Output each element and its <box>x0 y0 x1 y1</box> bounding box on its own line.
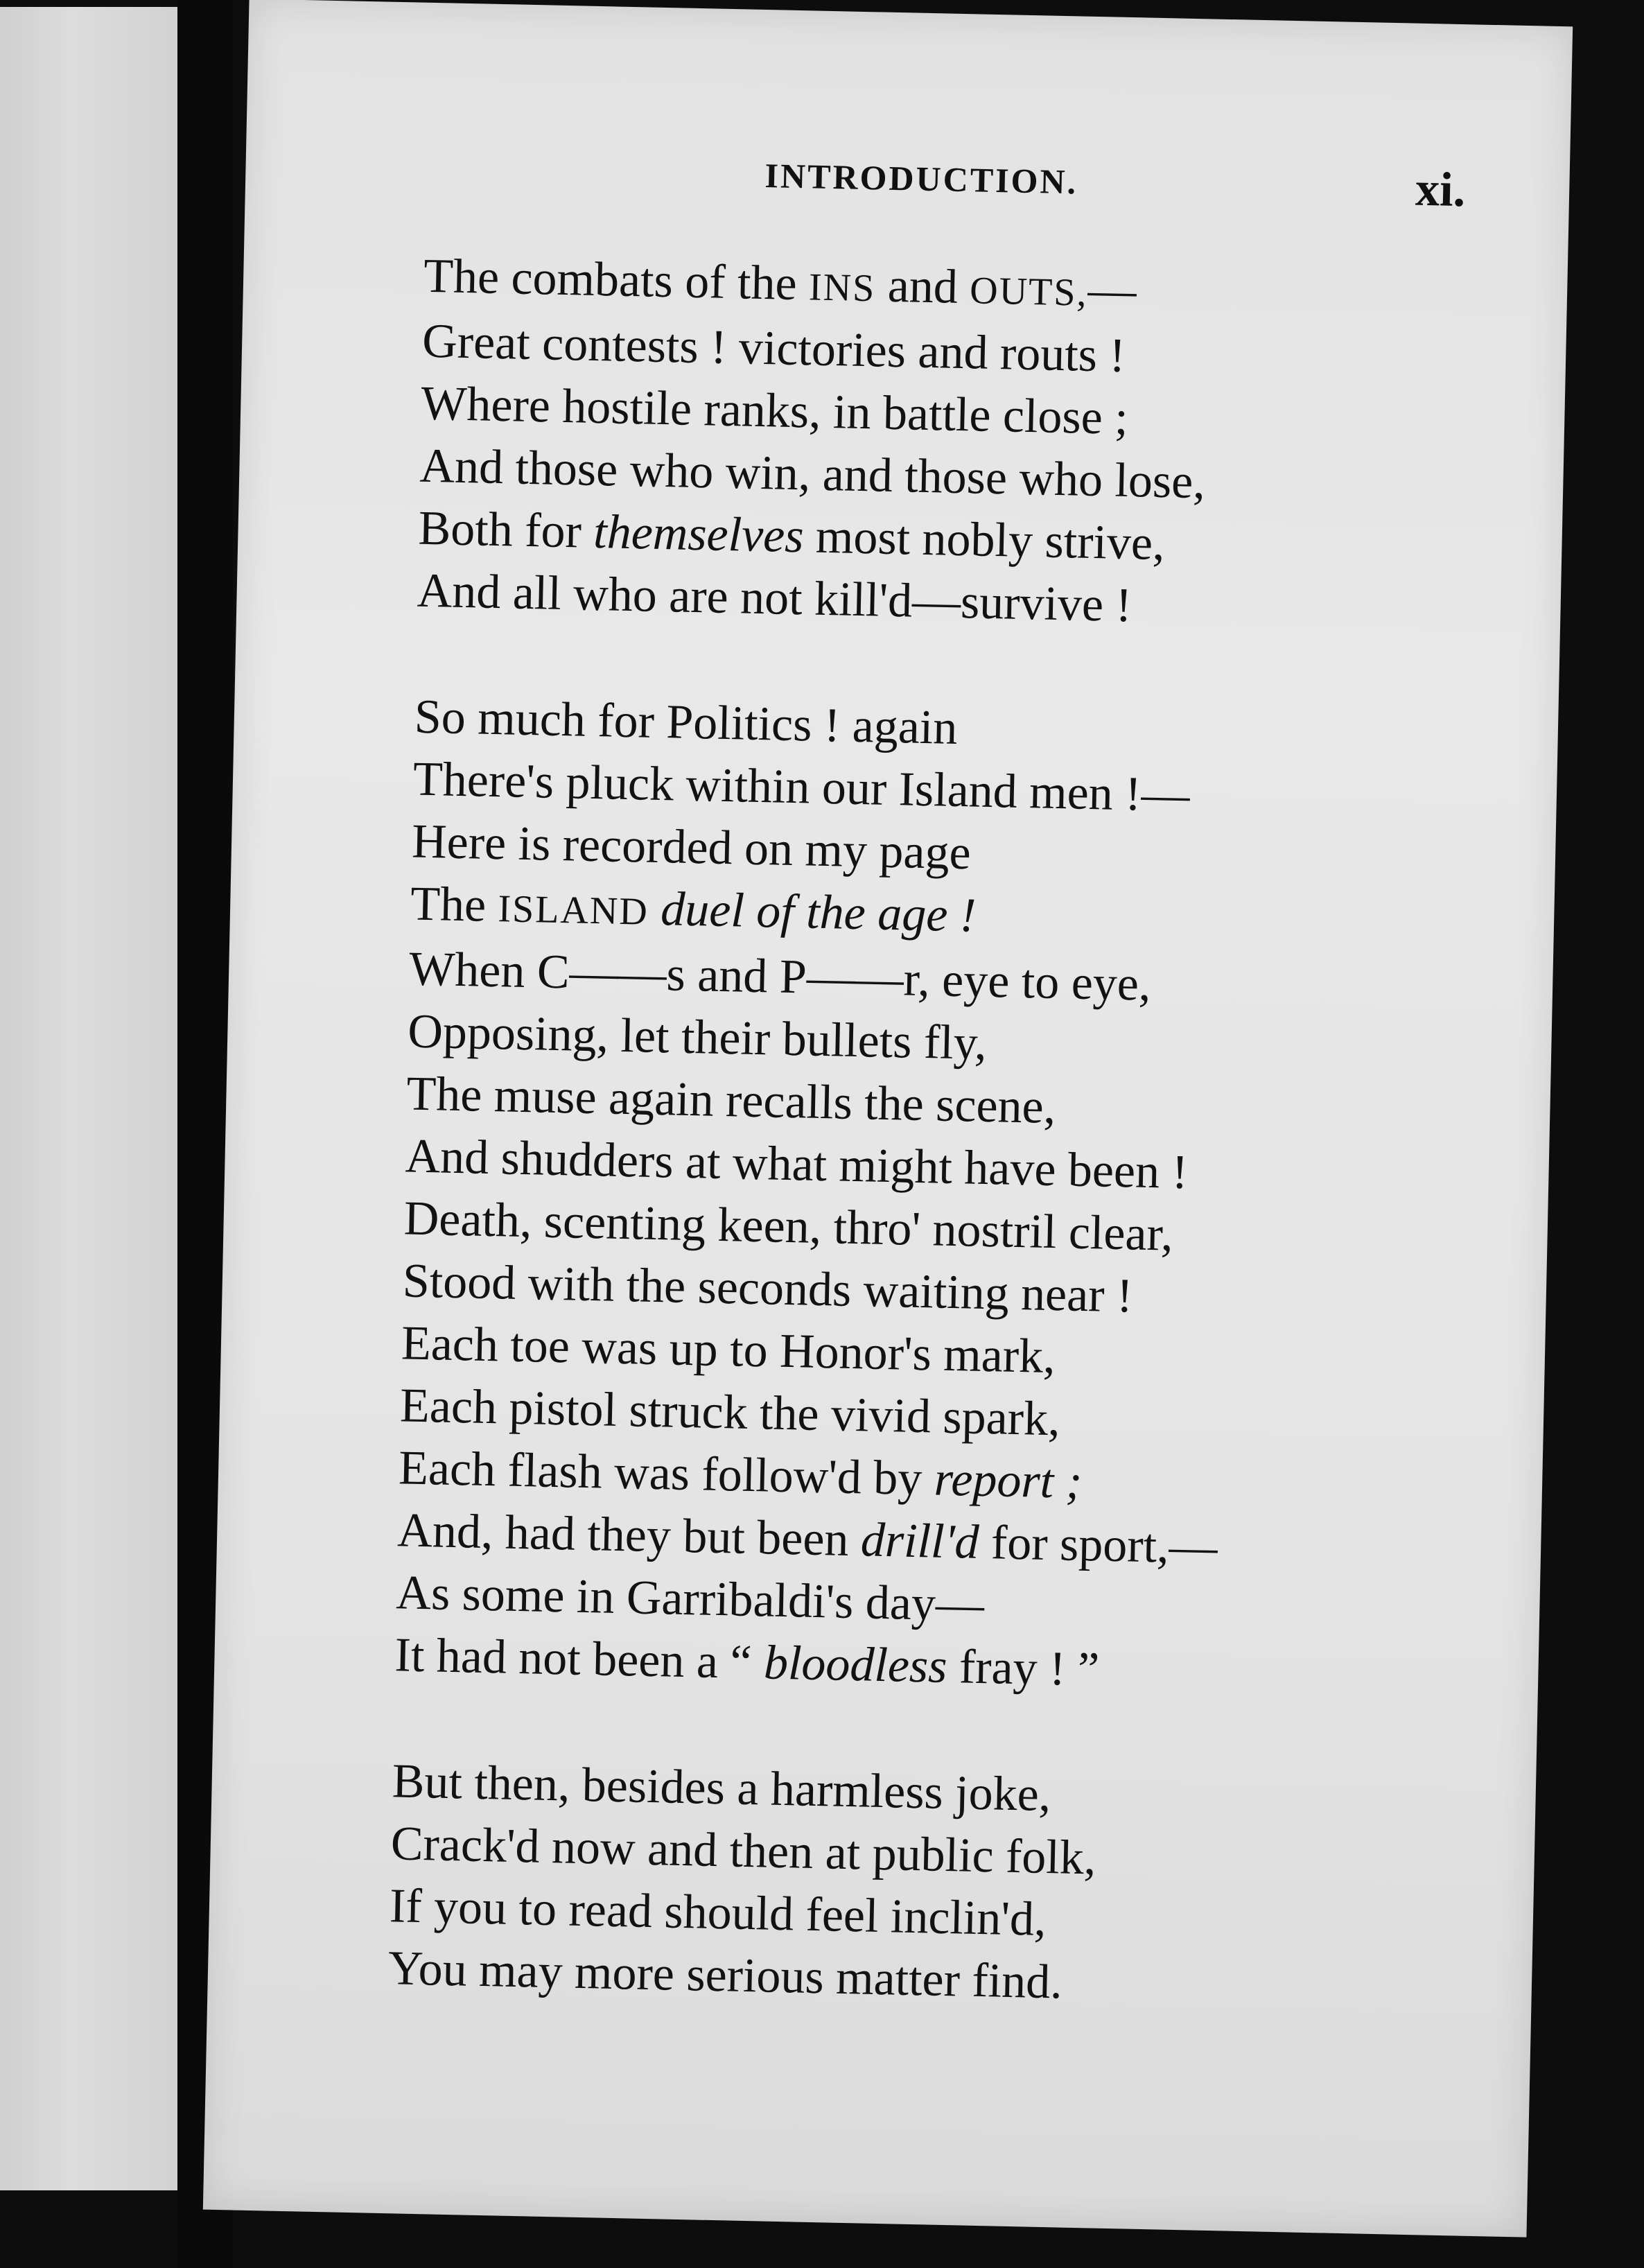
line-text: When C——s and P——r, eye to eye, <box>408 942 1152 1011</box>
line-text: The <box>410 877 499 933</box>
line-text: And all who are not kill'd—survive ! <box>416 564 1133 633</box>
line-text: and <box>875 259 971 315</box>
line-text: Stood with the seconds waiting near ! <box>402 1254 1134 1323</box>
line-text: The muse again recalls the scene, <box>405 1067 1056 1135</box>
line-text: If you to read should feel inclin'd, <box>389 1879 1047 1947</box>
line-text: As some in Garribaldi's day— <box>395 1566 985 1632</box>
line-text: Both for <box>417 501 595 559</box>
line-text: Death, scenting keen, thro' nostril clear, <box>403 1192 1174 1262</box>
line-text: Each pistol struck the vivid spark, <box>399 1379 1061 1447</box>
line-text: And shudders at what might have been ! <box>404 1129 1189 1200</box>
line-text: Each flash was follow'd by <box>398 1441 935 1506</box>
line-text: Crack'd now and then at public folk, <box>390 1817 1097 1885</box>
line-text: But then, besides a harmless joke, <box>392 1754 1052 1822</box>
page-number: xi. <box>1415 162 1467 218</box>
line-text: Opposing, let their bullets fly, <box>407 1004 988 1070</box>
line-text: You may more serious matter find. <box>387 1942 1063 2009</box>
small-caps-text: ISLAND <box>497 887 649 934</box>
italic-text: drill'd <box>860 1513 980 1569</box>
line-text: So much for Politics ! again <box>414 690 959 755</box>
line-text: And those who win, and those who lose, <box>419 439 1206 509</box>
line-text: Here is recorded on my page <box>411 814 972 880</box>
italic-text: report ; <box>934 1452 1083 1509</box>
line-text: for sport,— <box>978 1515 1218 1575</box>
line-text: And, had they but been <box>396 1503 862 1567</box>
line-text: It had not been a “ <box>394 1628 764 1690</box>
stanza <box>394 686 1496 1709</box>
line-text <box>648 882 661 936</box>
small-caps-text: INS <box>808 265 876 311</box>
poem <box>386 245 1505 2086</box>
line-text: The combats of the <box>423 249 810 311</box>
book-page <box>203 0 1573 2238</box>
italic-text: bloodless <box>763 1636 948 1693</box>
line-text: most nobly strive, <box>803 509 1166 571</box>
running-head: INTRODUCTION. <box>764 155 1078 202</box>
stanza <box>387 1750 1474 2023</box>
line-text: Where hostile ranks, in battle close ; <box>420 376 1129 446</box>
facing-page-edge <box>0 7 177 2190</box>
italic-text: themselves <box>593 505 805 564</box>
line-text: — <box>1087 263 1137 318</box>
small-caps-text: OUTS, <box>969 269 1089 315</box>
stanza <box>417 245 1505 645</box>
line-text: Great contests ! victories and routs ! <box>421 314 1126 383</box>
line-text: fray ! ” <box>946 1639 1100 1697</box>
line-text: Each toe was up to Honor's mark, <box>401 1316 1056 1384</box>
italic-text: duel of the age ! <box>660 882 977 943</box>
line-text: There's pluck within our Island men !— <box>412 752 1191 823</box>
